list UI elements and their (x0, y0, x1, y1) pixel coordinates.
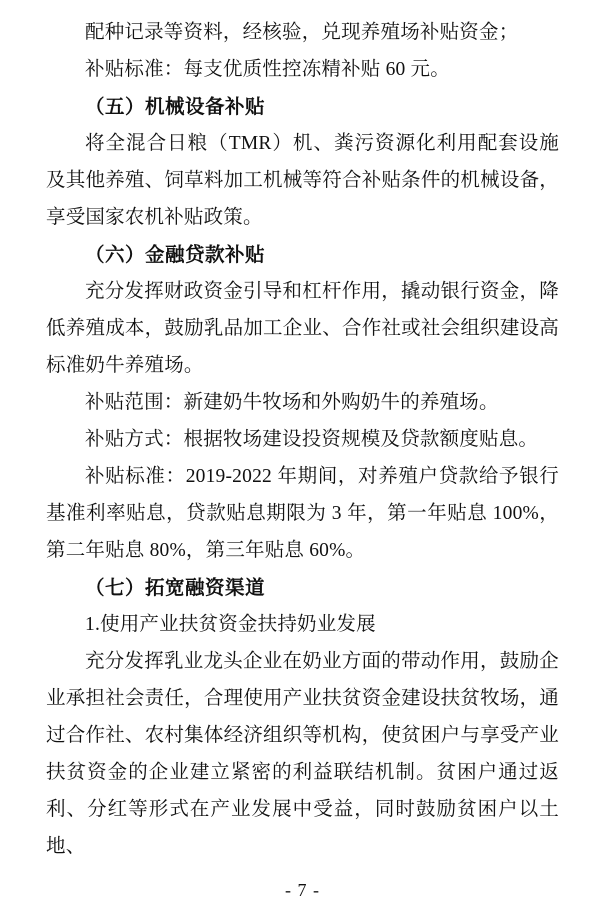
paragraph-list-item-1: 1.使用产业扶贫资金扶持奶业发展 (85, 614, 376, 635)
paragraph-subsidy-method: 补贴方式：根据牧场建设投资规模及贷款额度贴息。 (85, 429, 539, 450)
section-heading-six: （六）金融贷款补贴 (85, 243, 266, 266)
paragraph-subsidy-standard: 补贴标准：每支优质性控冻精补贴 60 元。 (85, 59, 450, 80)
paragraph: 将全混合日粮（TMR）机、粪污资源化利用配套设施及其他养殖、饲草料加工机械等符合补贴条件的机械设备，享受国家农机补贴政策。 (46, 133, 559, 228)
paragraph: 充分发挥财政资金引导和杠杆作用，撬动银行资金，降低养殖成本，鼓励乳品加工企业、合作社或社会组织建设高标准奶牛养殖场。 (46, 281, 559, 376)
paragraph: 配种记录等资料，经核验，兑现养殖场补贴资金； (85, 22, 519, 43)
section-heading-seven: （七）拓宽融资渠道 (85, 576, 266, 599)
document-body (46, 14, 559, 865)
paragraph: 充分发挥乳业龙头企业在奶业方面的带动作用，鼓励企业承担社会责任，合理使用产业扶贫资金建设扶贫牧场，通过合作社、农村集体经济组织等机构，使贫困户与享受产业扶贫资金的企业建立紧密的利益联结机制。贫困户通过返利、分红等形式在产业发展中受益，同时鼓励贫困户以土地、 (46, 651, 559, 857)
section-heading-five: （五）机械设备补贴 (85, 95, 266, 118)
page-number: - 7 - (285, 880, 320, 900)
paragraph-subsidy-standard-loan: 补贴标准：2019-2022 年期间，对养殖户贷款给予银行基准利率贴息，贷款贴息期限为 3 年，第一年贴息 100%，第二年贴息 80%，第三年贴息 60%。 (46, 466, 559, 561)
paragraph-subsidy-scope: 补贴范围：新建奶牛牧场和外购奶牛的养殖场。 (85, 392, 499, 413)
